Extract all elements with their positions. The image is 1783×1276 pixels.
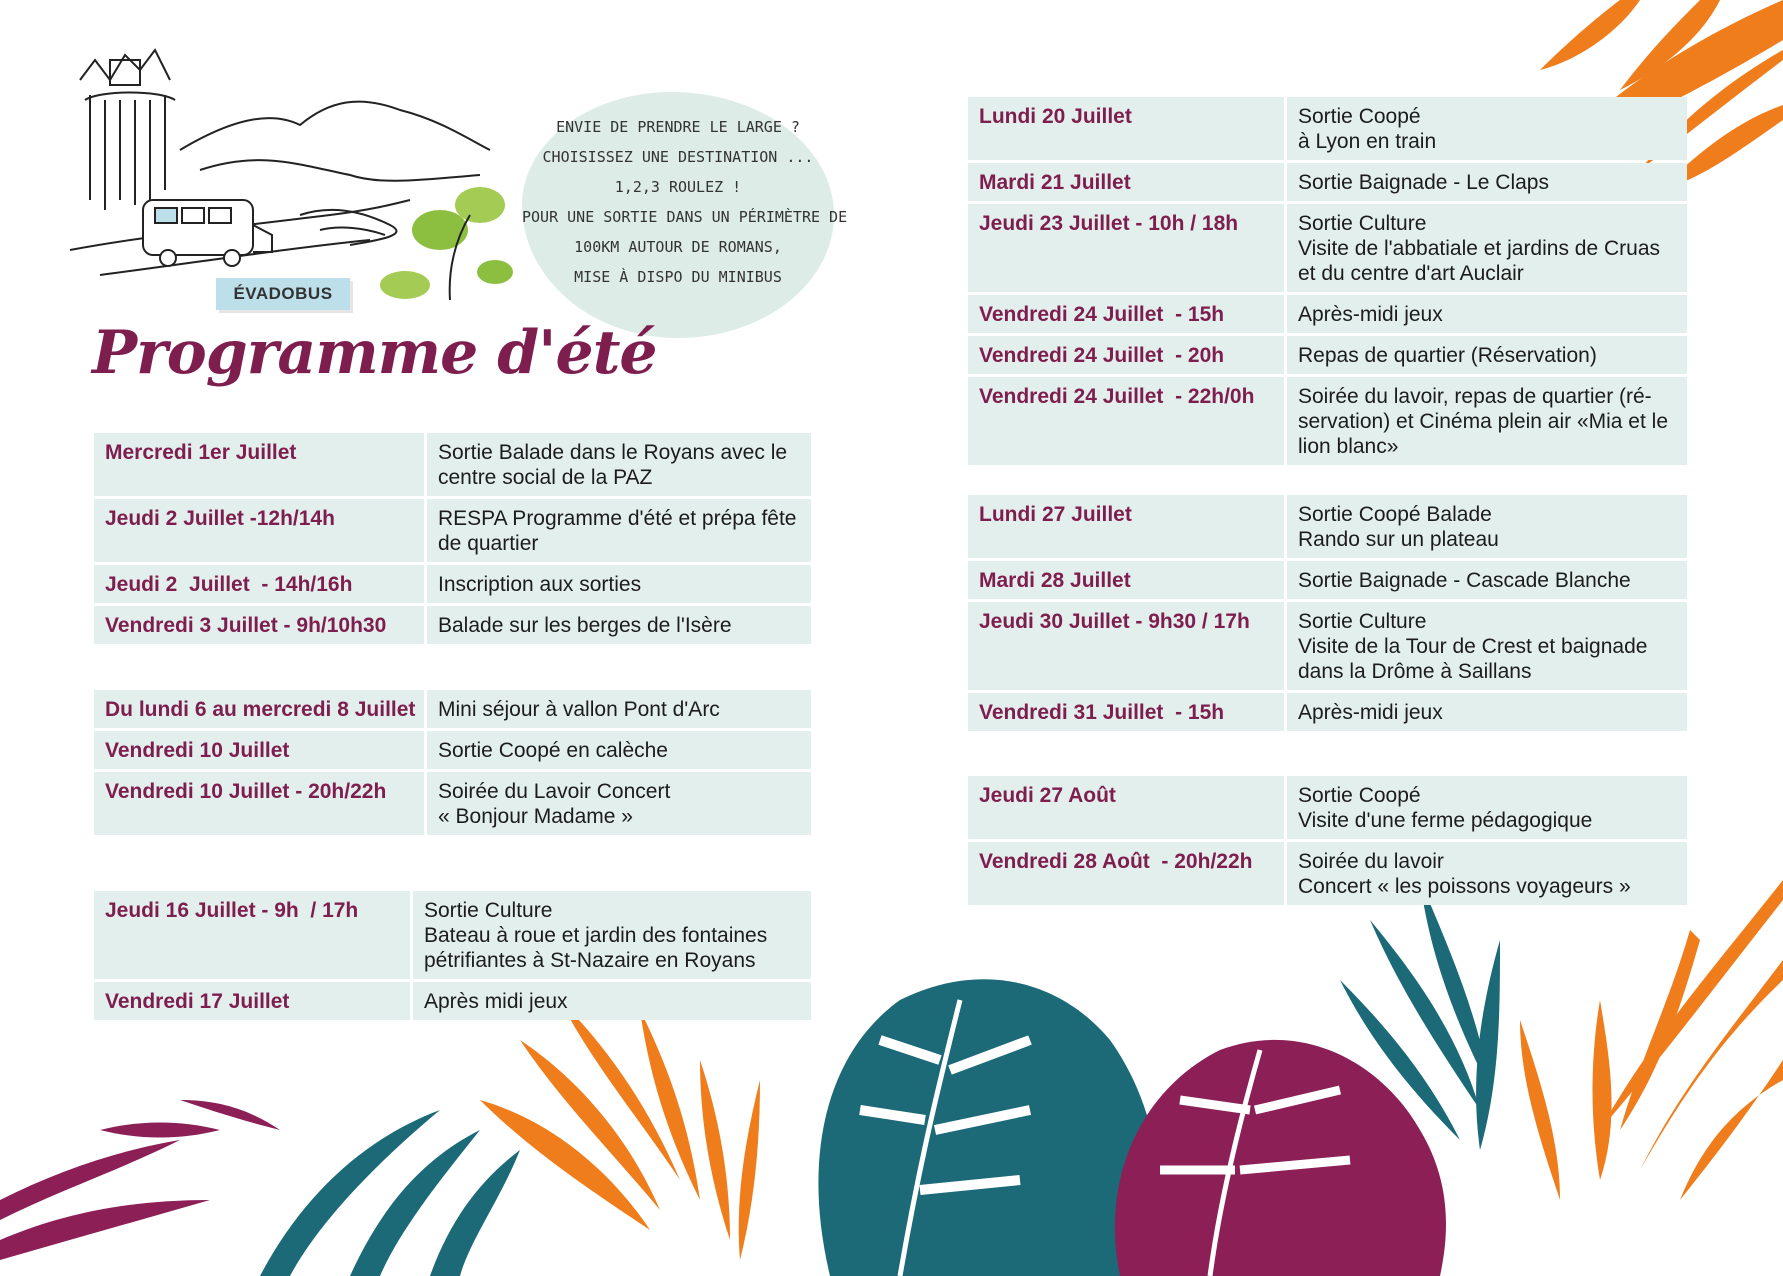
schedule-row [94,772,811,835]
schedule-table-left-3 [94,891,811,1023]
orange-palm-leaf-bottom-right [1520,880,1783,1200]
schedule-table-right-1 [968,97,1687,468]
row-date: Vendredi 28 Août - 20h/22h [968,842,1284,905]
orange-palm-leaf-bottom-center [480,1000,760,1260]
teal-monstera-leaf [818,979,1159,1276]
schedule-row [94,565,811,603]
schedule-table-right-3 [968,776,1687,908]
purple-monstera-leaf [1115,1040,1446,1276]
row-date: Jeudi 2 Juillet - 14h/16h [94,565,424,603]
info-bubble-text [522,112,848,292]
row-activity: Soirée du Lavoir Concert « Bonjour Madame » [427,772,811,835]
schedule-row [968,377,1687,465]
row-date: Vendredi 3 Juillet - 9h/10h30 [94,606,424,644]
schedule-row [968,561,1687,599]
evadobus-badge: ÉVADOBUS [216,278,350,310]
schedule-row [968,495,1687,558]
schedule-row [94,433,811,496]
schedule-row [94,982,811,1020]
row-activity: RESPA Programme d'été et prépa fête de quartier [427,499,811,562]
row-activity: Sortie Culture Visite de la Tour de Crest et baignade dans la Drôme à Saillans [1287,602,1687,690]
row-activity: Sortie Balade dans le Royans avec le centre social de la PAZ [427,433,811,496]
row-activity: Sortie Coopé en calèche [427,731,811,769]
bubble-line: POUR UNE SORTIE DANS UN PÉRIMÈTRE DE [522,208,848,226]
row-date: Jeudi 30 Juillet - 9h30 / 17h [968,602,1284,690]
row-date: Jeudi 16 Juillet - 9h / 17h [94,891,410,979]
schedule-row [94,606,811,644]
row-date: Jeudi 2 Juillet -12h/14h [94,499,424,562]
purple-palm-leaf-bottom-left [0,1100,280,1260]
row-date: Lundi 27 Juillet [968,495,1284,558]
row-activity: Sortie Culture Visite de l'abbatiale et jardins de Cruas et du centre d'art Auclair [1287,204,1687,292]
row-date: Mercredi 1er Juillet [94,433,424,496]
schedule-row [94,731,811,769]
row-activity: Sortie Baignade - Le Claps [1287,163,1687,201]
bubble-line: MISE À DISPO DU MINIBUS [574,268,782,286]
schedule-table-left-1 [94,433,811,647]
bubble-line: ENVIE DE PRENDRE LE LARGE ? [556,118,800,136]
row-activity: Soirée du lavoir, repas de quartier (ré- servation) et Cinéma plein air «Mia et le lion blanc» [1287,377,1687,465]
schedule-row [968,336,1687,374]
row-date: Mardi 28 Juillet [968,561,1284,599]
row-activity: Après-midi jeux [1287,693,1687,731]
row-date: Du lundi 6 au mercredi 8 Juillet [94,690,424,728]
bubble-line: CHOISISSEZ UNE DESTINATION ... [542,148,814,166]
schedule-row [968,842,1687,905]
row-date: Vendredi 10 Juillet [94,731,424,769]
schedule-row [968,97,1687,160]
row-date: Vendredi 10 Juillet - 20h/22h [94,772,424,835]
row-activity: Repas de quartier (Réservation) [1287,336,1687,374]
schedule-table-right-2 [968,495,1687,734]
schedule-row [968,204,1687,292]
row-activity: Mini séjour à vallon Pont d'Arc [427,690,811,728]
row-date: Vendredi 17 Juillet [94,982,410,1020]
row-date: Vendredi 31 Juillet - 15h [968,693,1284,731]
tree-illustration [380,187,513,300]
row-date: Vendredi 24 Juillet - 15h [968,295,1284,333]
row-date: Jeudi 23 Juillet - 10h / 18h [968,204,1284,292]
row-activity: Balade sur les berges de l'Isère [427,606,811,644]
schedule-row [968,295,1687,333]
schedule-row [94,499,811,562]
bubble-line: 100KM AUTOUR DE ROMANS, [574,238,782,256]
row-activity: Inscription aux sorties [427,565,811,603]
schedule-row [94,891,811,979]
row-date: Lundi 20 Juillet [968,97,1284,160]
row-activity: Sortie Culture Bateau à roue et jardin des fontaines pétrifiantes à St-Nazaire en Royans [413,891,811,979]
schedule-table-left-2 [94,690,811,838]
schedule-row [968,602,1687,690]
row-activity: Soirée du lavoir Concert « les poissons voyageurs » [1287,842,1687,905]
schedule-row [94,690,811,728]
schedule-row [968,163,1687,201]
row-activity: Sortie Coopé Visite d'une ferme pédagogique [1287,776,1687,839]
row-date: Mardi 21 Juillet [968,163,1284,201]
page-title: Programme d'été [92,318,657,388]
schedule-row [968,693,1687,731]
row-activity: Sortie Baignade - Cascade Blanche [1287,561,1687,599]
teal-palm-leaf-bottom-left [260,1110,520,1276]
row-date: Vendredi 24 Juillet - 22h/0h [968,377,1284,465]
row-activity: Sortie Coopé à Lyon en train [1287,97,1687,160]
schedule-row [968,776,1687,839]
bubble-line: 1,2,3 ROULEZ ! [614,178,742,196]
row-activity: Après-midi jeux [1287,295,1687,333]
row-activity: Après midi jeux [413,982,811,1020]
row-activity: Sortie Coopé Balade Rando sur un plateau [1287,495,1687,558]
row-date: Vendredi 24 Juillet - 20h [968,336,1284,374]
row-date: Jeudi 27 Août [968,776,1284,839]
